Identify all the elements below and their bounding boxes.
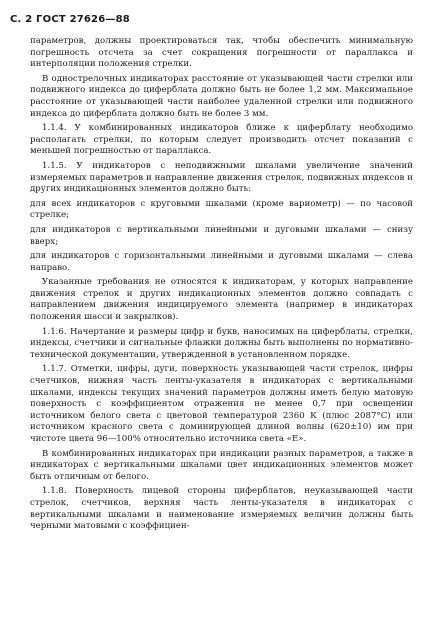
paragraph-1-1-6: 1.1.6. Начертание и размеры цифр и букв, наносимых на циферблаты, стрелки, индексы, счетчики и сигнальные флажки должны быть выполнены по нормативно-технической документации, утвержденной в установленном порядке. <box>30 326 413 360</box>
page-header: С. 2 ГОСТ 27626—88 <box>10 14 130 25</box>
list-item-circular-scales: для всех индикаторов с круговыми шкалами (кроме вариометр) — по часовой стрелке; <box>30 198 413 221</box>
paragraph-1-1-7: 1.1.7. Отметки, цифры, дуги, поверхность указывающей части стрелок, цифры счетчиков, нижняя часть ленты-указателя в индикаторах с вертикальными шкалами, индексы текущих значений параметров должны иметь белую матовую поверхность с коэффициентом отражения не менее 0,7 при освещении источником белого света с цветовой температурой 2360 К (плюс 2087°С) или источником красного света с доминирующей длиной волны (620±10) им при чистоте цвета 96—100% относительно источника света «Е». <box>30 364 413 444</box>
paragraph-combined-indicators: В комбинированных индикаторах при индикации разных параметров, а также в индикаторах с вертикальными шкалами цвет индикационных элементов может быть отличным от белого. <box>30 448 413 482</box>
paragraph-1-1-8: 1.1.8. Поверхность лицевой стороны циферблатов, неуказывающей части стрелок, счетчиков, верхняя часть ленты-указателя в индикаторах с вертикальными шкалами и наименование измеряемых величин должны быть черными матовыми с коэффициен- <box>30 486 413 532</box>
paragraph-continuation: параметров, должны проектироваться так, чтобы обеспечить минимальную погрешность отсчета за счет сокращения погрешности от параллакса и интерполяции положения стрелки. <box>30 36 413 70</box>
list-item-vertical-scales: для индикаторов с вертикальными линейными и дуговыми шкалами — снизу вверх; <box>30 224 413 247</box>
paragraph-pointer-distance: В однострелочных индикаторах расстояние от указывающей части стрелки или подвижного индекса до циферблата должно быть не более 1,2 мм. Максимальное расстояние от указывающей части наиболее удаленной стрелки или подвижного индекса до циферблата должно быть не более 3 мм. <box>30 73 413 119</box>
list-item-horizontal-scales: для индикаторов с горизонтальными линейными и дуговыми шкалами — слева направо. <box>30 251 413 273</box>
document-body <box>30 36 413 536</box>
paragraph-1-1-5: 1.1.5. У индикаторов с неподвижными шкалами увеличение значений измеряемых параметров и направление движения стрелок, подвижных индексов и других индикационных элементов должно быть: <box>30 160 413 195</box>
paragraph-exceptions: Указанные требования не относятся к индикаторам, у которых направление движения стрелок и других индикационных элементов должно совпадать с направлением движения индицируемого элемента (например в индикаторах положения шасси и закрылков). <box>30 277 413 323</box>
paragraph-1-1-4: 1.1.4. У комбинированных индикаторов ближе к циферблату необходимо располагать стрелки, по которым следует производить отсчет показаний с меньшей погрешностью от параллакса. <box>30 123 413 157</box>
